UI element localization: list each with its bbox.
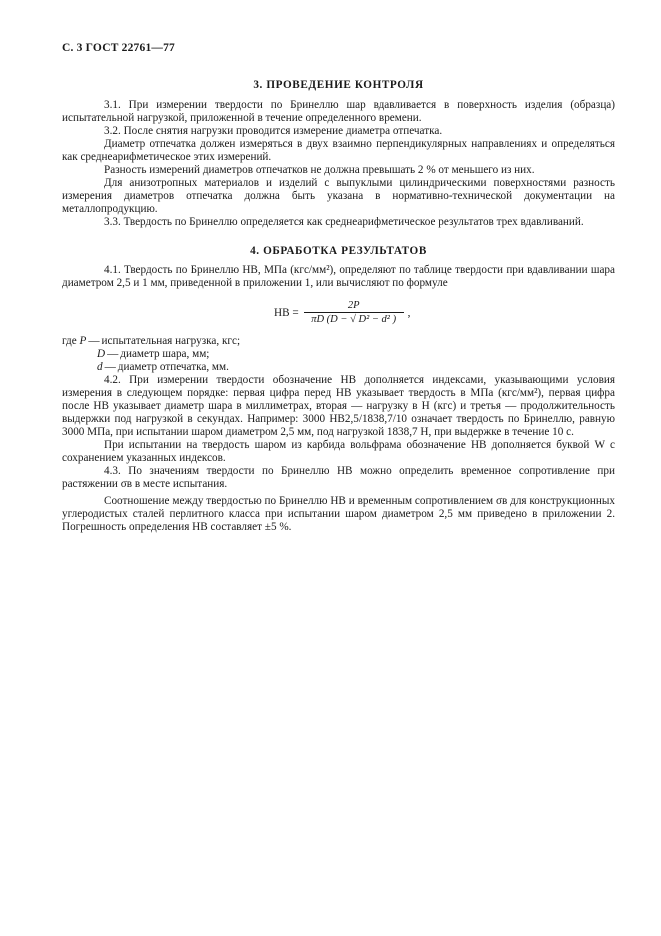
- page-header: С. 3 ГОСТ 22761—77: [62, 42, 175, 54]
- paragraph-3-2-anisotropic: Для анизотропных материалов и изделий с выпуклыми цилиндрическими поверхностями разность измерения диаметров отпечатка должна быть указана в нормативно-технической документации на металлопродукцию.: [62, 177, 615, 215]
- definition-D: D — диаметр шара, мм;: [97, 348, 210, 360]
- paragraph-3-2-diameter: Диаметр отпечатка должен измеряться в двух взаимно перпендикулярных направлениях и определяться как среднеарифметическое этих измерений.: [62, 138, 615, 163]
- section-4-heading: 4. ОБРАБОТКА РЕЗУЛЬТАТОВ: [250, 245, 427, 257]
- definition-p: где P — испытательная нагрузка, кгс;: [62, 335, 241, 347]
- formula-fraction: [304, 300, 404, 326]
- definition-d: d — диаметр отпечатка, мм.: [97, 361, 229, 373]
- paragraph-3-2: 3.2. После снятия нагрузки проводится измерение диаметра отпечатка.: [104, 125, 443, 137]
- paragraph-3-3: 3.3. Твердость по Бринеллю определяется как среднеарифметическое результатов трех вдавливаний.: [104, 216, 584, 228]
- formula-lhs: НВ =: [274, 306, 299, 319]
- formula-denominator: πD (D − √ D² − d² ): [311, 314, 397, 325]
- paragraph-4-1: 4.1. Твердость по Бринеллю НВ, МПа (кгс/мм²), определяют по таблице твердости при вдавливании шара диаметром 2,5 и 1 мм, приведенной в приложении 1, или вычисляют по формуле: [62, 264, 615, 289]
- paragraph-3-2-difference: Разность измерений диаметров отпечатков не должна превышать 2 % от меньшего из них.: [104, 164, 535, 176]
- paragraph-4-2: 4.2. При измерении твердости обозначение НВ дополняется индексами, указывающими условия измерения в следующем порядке: первая цифра перед НВ указывает твердость в МПа (кгс/мм²), первая цифра после НВ указывает диаметр шара в миллиметрах, вторая — нагрузку в Н (кгс) и третья — продолжительность выдержки под нагрузкой в секундах. Например: 3000 НВ2,5/1838,7/10 означает твердость по Бринеллю, равную 3000 МПа, при испытании шаром диаметром 2,5 мм, под нагрузкой 1838,7 Н, при выдержке в течение 10 с.: [62, 374, 615, 438]
- brinell-formula: [274, 297, 615, 329]
- formula-numerator: 2P: [347, 300, 360, 311]
- formula-trailing-comma: ,: [407, 306, 411, 319]
- paragraph-4-3-relation: Соотношение между твердостью по Бринеллю НВ и временным сопротивлением σв для конструкционных углеродистых сталей перлитного класса при испытании шаром диаметром 2,5 мм приведено в приложении 2. Погрешность определения НВ составляет ±5 %.: [62, 495, 615, 533]
- section-3-heading: 3. ПРОВЕДЕНИЕ КОНТРОЛЯ: [253, 79, 424, 91]
- paragraph-4-3: 4.3. По значениям твердости по Бринеллю НВ можно определить временное сопротивление при растяжении σв в месте испытания.: [62, 465, 615, 490]
- paragraph-4-2-tungsten: При испытании на твердость шаром из карбида вольфрама обозначение НВ дополняется буквой W с сохранением указанных индексов.: [62, 439, 615, 464]
- variable-definitions: [62, 335, 615, 374]
- document-body: [62, 79, 615, 534]
- paragraph-3-1: 3.1. При измерении твердости по Бринеллю шар вдавливается в поверхность изделия (образца) испытательной нагрузкой, приложенной в течение определенного времени.: [62, 99, 615, 124]
